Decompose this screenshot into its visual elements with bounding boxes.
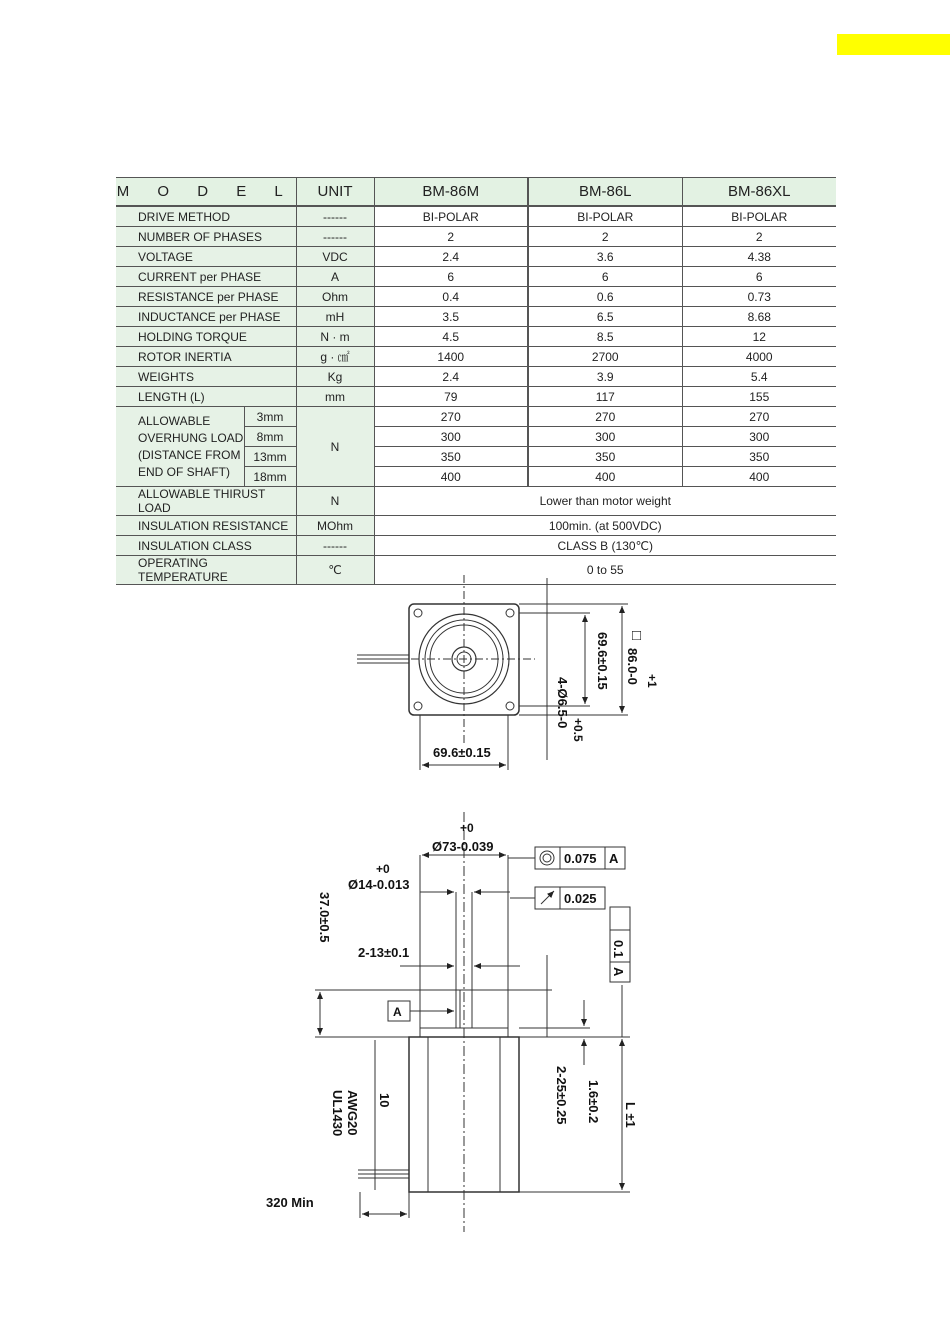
row-value: 155 [682,387,836,407]
front-view [357,575,628,770]
overhung-value: 350 [528,447,682,467]
row-label: VOLTAGE [116,247,296,267]
concentricity-value: 0.075 [564,851,597,866]
row-unit: ------ [296,536,374,556]
front-bolt-spacing-v: 69.6±0.15 [595,632,610,690]
wire-gauge: AWG20 [345,1090,360,1136]
row-value: BI-POLAR [682,206,836,227]
overhung-value: 400 [374,467,528,487]
row-value: 6 [374,267,528,287]
row-value: 2.4 [374,367,528,387]
shaft-length: 37.0±0.5 [317,892,332,943]
row-value: 6 [682,267,836,287]
row-value: 6 [528,267,682,287]
row-value: 3.9 [528,367,682,387]
overhung-label-line: OVERHUNG LOAD [138,430,244,445]
row-unit: ------ [296,206,374,227]
row-label: LENGTH (L) [116,387,296,407]
overhung-label-line: ALLOWABLE [138,413,211,428]
header-model-3: BM-86XL [682,178,836,207]
row-value: 117 [528,387,682,407]
overhung-value: 270 [374,407,528,427]
flat-dimension: 2-13±0.1 [358,945,410,960]
row-value: 3.6 [528,247,682,267]
front-square-size: 86.0-0 [625,648,640,685]
row-label: DRIVE METHOD [116,206,296,227]
row-label: OPERATING TEMPERATURE [116,556,296,585]
overhung-unit: N [296,407,374,487]
row-unit: A [296,267,374,287]
overhung-value: 350 [682,447,836,467]
header-model-2: BM-86L [528,178,682,207]
row-label: NUMBER OF PHASES [116,227,296,247]
overhung-distance: 3mm [244,407,296,427]
row-label: INSULATION RESISTANCE [116,516,296,536]
row-unit: N [296,487,374,516]
row-label: HOLDING TORQUE [116,327,296,347]
row-value: 2700 [528,347,682,367]
row-unit: ℃ [296,556,374,585]
header-model: M O D E L [116,178,296,207]
row-unit: mH [296,307,374,327]
overhung-value: 270 [682,407,836,427]
row-unit: Kg [296,367,374,387]
row-unit: mm [296,387,374,407]
row-value: 8.5 [528,327,682,347]
row-value: 0.73 [682,287,836,307]
header-model-1: BM-86M [374,178,528,207]
row-unit: MOhm [296,516,374,536]
overhung-distance: 18mm [244,467,296,487]
front-bolt-spacing-h: 69.6±0.15 [433,745,491,760]
row-merged-value: CLASS B (130℃) [374,536,836,556]
motor-length: L ±1 [623,1102,638,1128]
shaft-tol: +0 [376,862,390,876]
row-label: ALLOWABLE THIRUST LOAD [116,487,296,516]
front-square-tol: +1 [645,674,659,688]
pilot-depth: 2-25±0.25 [554,1066,569,1125]
wire-ul: UL1430 [330,1090,345,1137]
row-unit: g · ㎠ [296,347,374,367]
row-label: INDUCTANCE per PHASE [116,307,296,327]
perpendicularity-datum: A [611,967,626,977]
lead-length: 320 Min [266,1195,314,1210]
row-unit: N · m [296,327,374,347]
row-value: 12 [682,327,836,347]
row-value: 3.5 [374,307,528,327]
datum-label: A [393,1005,402,1019]
row-merged-value: 100min. (at 500VDC) [374,516,836,536]
concentricity-datum: A [609,851,619,866]
row-label: WEIGHTS [116,367,296,387]
row-value: 4.38 [682,247,836,267]
row-unit: Ohm [296,287,374,307]
overhung-distance: 8mm [244,427,296,447]
flange-thickness: 1.6±0.2 [586,1080,601,1124]
row-value: BI-POLAR [374,206,528,227]
side-view-labels [266,821,638,1210]
row-unit: VDC [296,247,374,267]
row-value: 2 [528,227,682,247]
overhung-value: 400 [682,467,836,487]
row-value: 2 [682,227,836,247]
header-unit: UNIT [296,178,374,207]
row-value: BI-POLAR [528,206,682,227]
row-unit: ------ [296,227,374,247]
row-value: 5.4 [682,367,836,387]
row-value: 0.6 [528,287,682,307]
overhung-label-line: END OF SHAFT) [138,464,230,479]
overhung-value: 400 [528,467,682,487]
runout-value: 0.025 [564,891,597,906]
row-label: ROTOR INERTIA [116,347,296,367]
row-value: 2 [374,227,528,247]
row-value: 4.5 [374,327,528,347]
row-merged-value: Lower than motor weight [374,487,836,516]
overhung-distance: 13mm [244,447,296,467]
boss-dimension: 10 [377,1093,392,1108]
row-value: 79 [374,387,528,407]
row-value: 2.4 [374,247,528,267]
row-label: RESISTANCE per PHASE [116,287,296,307]
overhung-value: 270 [528,407,682,427]
pilot-diameter: Ø73-0.039 [432,839,494,854]
overhung-value: 300 [682,427,836,447]
front-hole-tol: +0.5 [571,718,585,742]
row-label: INSULATION CLASS [116,536,296,556]
overhung-value: 300 [528,427,682,447]
row-value: 0.4 [374,287,528,307]
row-merged-value: 0 to 55 [374,556,836,585]
row-value: 1400 [374,347,528,367]
front-hole: 4-Ø6.5-0 [555,677,570,729]
overhung-value: 350 [374,447,528,467]
side-view [315,812,630,1232]
shaft-diameter: Ø14-0.013 [348,877,410,892]
perpendicularity-value: 0.1 [611,940,626,959]
row-value: 6.5 [528,307,682,327]
pilot-tol: +0 [460,821,474,835]
row-label: CURRENT per PHASE [116,267,296,287]
front-square-symbol: □ [632,627,642,644]
row-value: 4000 [682,347,836,367]
overhung-label-line: (DISTANCE FROM [138,447,241,462]
row-value: 8.68 [682,307,836,327]
overhung-value: 300 [374,427,528,447]
